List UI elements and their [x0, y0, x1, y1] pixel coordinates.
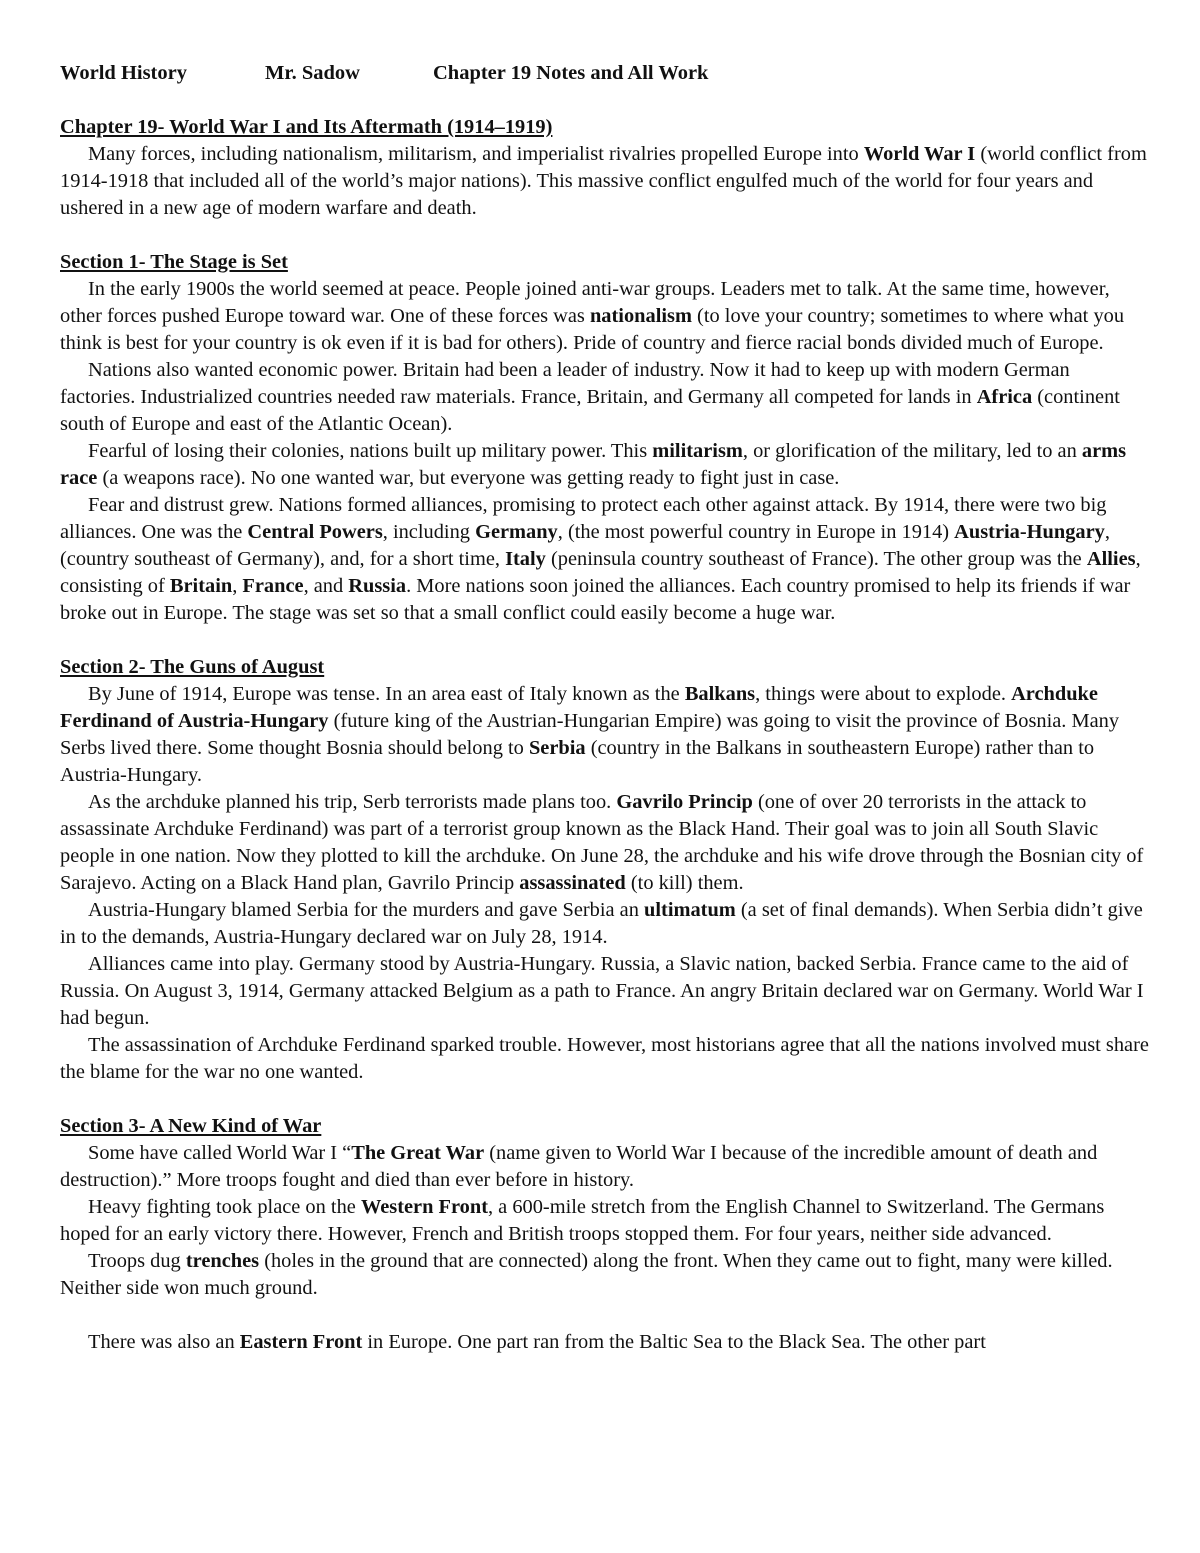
key-term: Serbia [528, 737, 586, 759]
key-term: Western Front [360, 1196, 488, 1218]
key-term: assassinated [519, 872, 626, 894]
section-1-title: Section 1- The Stage is Set [60, 251, 288, 273]
chapter-intro-paragraph: Many forces, including nationalism, militarism, and imperialist rivalries propelled Europe into World War I (world conflict from 1914-1918 that included all of the world’s major nations). This massive conflict engulfed much of the world for four years and ushered in a new age of modern warfare and death. [60, 143, 1147, 219]
key-term: Italy [505, 548, 546, 570]
spacer [60, 1086, 1150, 1113]
paragraph: As the archduke planned his trip, Serb terrorists made plans too. Gavrilo Princip (one of over 20 terrorists in the attack to assassinate Archduke Ferdinand) was part of a terrorist group known as the Black Hand. Their goal was to join all South Slavic people in one nation. Now they plotted to kill the archduke. On June 28, the archduke and his wife drove through the Bosnian city of Sarajevo. Acting on a Black Hand plan, Gavrilo Princip assassinated (to kill) them. [60, 791, 1144, 894]
key-term: Germany [475, 521, 558, 543]
paragraph: Troops dug trenches (holes in the ground that are connected) along the front. When they came out to fight, many were killed. Neither side won much ground. [60, 1250, 1113, 1299]
page-header [60, 60, 1150, 87]
key-term: militarism [652, 440, 743, 462]
key-term: Archduke Ferdinand of Austria-Hungary [60, 683, 1098, 732]
paragraph: Heavy fighting took place on the Western Front, a 600-mile stretch from the English Channel to Switzerland. The Germans hoped for an early victory there. However, French and British troops stopped them. For four years, neither side advanced. [60, 1196, 1105, 1245]
paragraph: Fear and distrust grew. Nations formed alliances, promising to protect each other against attack. By 1914, there were two big alliances. One was the Central Powers, including Germany, (the most powerful country in Europe in 1914) Austria-Hungary, (country southeast of Germany), and, for a short time, Italy (peninsula country southeast of France). The other group was the Allies, consisting of Britain, France, and Russia. More nations soon joined the alliances. Each country promised to help its friends if war broke out in Europe. The stage was set so that a small conflict could easily become a huge war. [60, 494, 1141, 624]
key-term: Balkans [684, 683, 756, 705]
key-term: ultimatum [644, 899, 736, 921]
spacer [60, 1302, 1150, 1329]
key-term: Africa [976, 386, 1033, 408]
key-term: The Great War [351, 1142, 485, 1164]
paragraph: The assassination of Archduke Ferdinand sparked trouble. However, most historians agree that all the nations involved must share the blame for the war no one wanted. [60, 1034, 1149, 1083]
chapter-title: Chapter 19- World War I and Its Aftermath (1914–1919) [60, 116, 553, 138]
teacher-name: Mr. Sadow [265, 62, 360, 84]
document-page [60, 60, 1150, 1356]
key-term: Russia [348, 575, 407, 597]
key-term: Central Powers [247, 521, 383, 543]
section-2-title: Section 2- The Guns of August [60, 656, 325, 678]
spacer [60, 222, 1150, 249]
key-term: nationalism [589, 305, 692, 327]
paragraph: There was also an Eastern Front in Europe. One part ran from the Baltic Sea to the Black Sea. The other part [88, 1331, 986, 1353]
paragraph: Some have called World War I “The Great War (name given to World War I because of the incredible amount of death and destruction).” More troops fought and died than ever before in history. [60, 1142, 1098, 1191]
key-term: Eastern Front [239, 1331, 363, 1353]
section-3-title: Section 3- A New Kind of War [60, 1115, 322, 1137]
key-term: Allies [1086, 548, 1136, 570]
course-name: World History [60, 62, 187, 84]
key-term: World War I [863, 143, 976, 165]
paragraph: In the early 1900s the world seemed at peace. People joined anti-war groups. Leaders met to talk. At the same time, however, other forces pushed Europe toward war. One of these forces was nationalism (to love your country; sometimes to where what you think is best for your country is ok even if it is bad for others). Pride of country and fierce racial bonds divided much of Europe. [60, 278, 1125, 354]
paragraph: By June of 1914, Europe was tense. In an area east of Italy known as the Balkans, things were about to explode. Archduke Ferdinand of Austria-Hungary (future king of the Austrian-Hungarian Empire) was going to visit the province of Bosnia. Many Serbs lived there. Some thought Bosnia should belong to Serbia (country in the Balkans in southeastern Europe) rather than to Austria-Hungary. [60, 683, 1120, 786]
key-term: trenches [185, 1250, 260, 1272]
key-term: Gavrilo Princip [616, 791, 753, 813]
spacer [60, 627, 1150, 654]
paragraph: Fearful of losing their colonies, nations built up military power. This militarism, or glorification of the military, led to an arms race (a weapons race). No one wanted war, but everyone was getting ready to fight just in case. [60, 440, 1127, 489]
key-term: Austria-Hungary [954, 521, 1105, 543]
paragraph: Nations also wanted economic power. Britain had been a leader of industry. Now it had to keep up with modern German factories. Industrialized countries needed raw materials. France, Britain, and Germany all competed for lands in Africa (continent south of Europe and east of the Atlantic Ocean). [60, 359, 1120, 435]
key-term: arms race [60, 440, 1127, 489]
key-term: France [242, 575, 304, 597]
document-title: Chapter 19 Notes and All Work [433, 62, 709, 84]
spacer [60, 87, 1150, 114]
paragraph: Alliances came into play. Germany stood by Austria-Hungary. Russia, a Slavic nation, backed Serbia. France came to the aid of Russia. On August 3, 1914, Germany attacked Belgium as a path to France. An angry Britain declared war on Germany. World War I had begun. [60, 953, 1144, 1029]
key-term: Britain [169, 575, 233, 597]
paragraph: Austria-Hungary blamed Serbia for the murders and gave Serbia an ultimatum (a set of final demands). When Serbia didn’t give in to the demands, Austria-Hungary declared war on July 28, 1914. [60, 899, 1143, 948]
